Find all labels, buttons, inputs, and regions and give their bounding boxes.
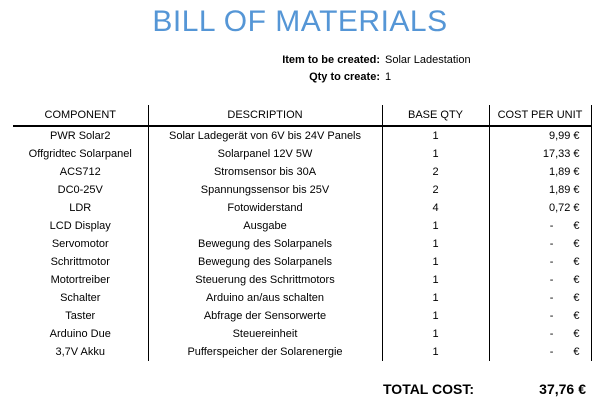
table-row [13, 325, 591, 343]
description-cell: Steuerung des Schrittmotors [148, 271, 382, 289]
total-cost-line [383, 381, 586, 397]
currency-symbol: € [573, 346, 580, 358]
description-cell: Stromsensor bis 30A [148, 163, 382, 181]
currency-symbol: € [573, 292, 580, 304]
currency-symbol: € [573, 148, 580, 160]
currency-symbol: € [573, 184, 580, 196]
cost-amount: - [549, 346, 554, 358]
description-cell: Solarpanel 12V 5W [148, 145, 382, 163]
qty-cell: 1 [382, 126, 489, 145]
component-cell: LCD Display [49, 220, 111, 232]
qty-cell: 1 [382, 217, 489, 235]
cost-per-unit-header: COST PER UNIT [489, 105, 591, 126]
cost-cell [489, 163, 591, 181]
cost-cell [489, 217, 591, 235]
cost-cell [489, 253, 591, 271]
cost-cell [489, 126, 591, 145]
cost-cell [489, 289, 591, 307]
table-row [13, 181, 591, 199]
table-row [13, 253, 591, 271]
cost-amount: - [549, 310, 554, 322]
cost-amount: - [549, 220, 554, 232]
currency-symbol: € [573, 220, 580, 232]
cost-amount: 9,99 [548, 130, 571, 142]
description-cell: Bewegung des Solarpanels [148, 235, 382, 253]
cost-amount: - [549, 256, 554, 268]
description-cell: Pufferspeicher der Solarenergie [148, 343, 382, 361]
cost-cell [489, 199, 591, 217]
bom-table [13, 105, 592, 361]
qty-cell: 1 [382, 325, 489, 343]
bom-table-body [13, 126, 591, 361]
description-cell: Ausgabe [148, 217, 382, 235]
component-cell: Taster [65, 310, 96, 322]
description-cell: Fotowiderstand [148, 199, 382, 217]
component-cell: Servomotor [51, 238, 109, 250]
currency-symbol: € [573, 274, 580, 286]
cost-amount: 1,89 [548, 184, 571, 196]
qty-cell: 1 [382, 307, 489, 325]
page-title: BILL OF MATERIALS [152, 5, 448, 38]
qty-cell: 1 [382, 289, 489, 307]
cost-amount: - [549, 238, 554, 250]
component-cell: ACS712 [59, 166, 101, 178]
currency-symbol: € [573, 166, 580, 178]
qty-cell: 2 [382, 181, 489, 199]
cost-cell [489, 235, 591, 253]
description-cell: Steuereinheit [148, 325, 382, 343]
table-row [13, 163, 591, 181]
currency-symbol: € [573, 238, 580, 250]
table-row [13, 271, 591, 289]
cost-amount: - [549, 328, 554, 340]
component-cell: 3,7V Akku [55, 346, 106, 358]
qty-cell: 1 [382, 271, 489, 289]
qty-to-create-value: 1 [385, 71, 392, 83]
qty-to-create-line [0, 69, 600, 86]
header-row [13, 105, 591, 126]
component-cell: Offgridtec Solarpanel [28, 148, 132, 160]
total-amount: 37,76 [539, 381, 575, 397]
description-cell: Abfrage der Sensorwerte [148, 307, 382, 325]
component-cell: Motortreiber [50, 274, 110, 286]
table-row [13, 289, 591, 307]
component-cell: Schrittmotor [50, 256, 110, 268]
currency-symbol: € [573, 202, 580, 214]
item-to-create-label: Item to be created: [282, 54, 380, 66]
qty-cell: 2 [382, 163, 489, 181]
table-row [13, 145, 591, 163]
cost-cell [489, 325, 591, 343]
component-cell: Schalter [60, 292, 101, 304]
currency-symbol: € [573, 310, 580, 322]
total-currency-symbol: € [578, 381, 586, 397]
cost-amount: 1,89 [548, 166, 571, 178]
currency-symbol: € [573, 256, 580, 268]
cost-amount: - [549, 292, 554, 304]
qty-cell: 1 [382, 343, 489, 361]
cost-cell [489, 307, 591, 325]
bom-table-header [13, 105, 591, 126]
cost-amount: - [549, 274, 554, 286]
component-header: COMPONENT [13, 105, 148, 126]
cost-cell [489, 343, 591, 361]
currency-symbol: € [573, 328, 580, 340]
cost-cell [489, 181, 591, 199]
qty-cell: 1 [382, 145, 489, 163]
description-cell: Arduino an/aus schalten [148, 289, 382, 307]
component-cell: Arduino Due [49, 328, 111, 340]
cost-amount: 17,33 [542, 148, 571, 160]
total-cost-label: TOTAL COST: [383, 381, 474, 397]
component-cell: LDR [69, 202, 92, 214]
description-cell: Bewegung des Solarpanels [148, 253, 382, 271]
component-cell: DC0-25V [57, 184, 103, 196]
base-qty-header: BASE QTY [382, 105, 489, 126]
description-cell: Spannungssensor bis 25V [148, 181, 382, 199]
table-row [13, 307, 591, 325]
qty-cell: 4 [382, 199, 489, 217]
cost-amount: 0,72 [548, 202, 571, 214]
table-row [13, 126, 591, 145]
description-cell: Solar Ladegerät von 6V bis 24V Panels [148, 126, 382, 145]
total-cost-value [539, 381, 586, 397]
cost-cell [489, 145, 591, 163]
table-row [13, 235, 591, 253]
table-row [13, 343, 591, 361]
qty-cell: 1 [382, 235, 489, 253]
item-to-create-line [0, 52, 600, 69]
description-header: DESCRIPTION [148, 105, 382, 126]
table-row [13, 199, 591, 217]
component-cell: PWR Solar2 [49, 130, 111, 142]
qty-cell: 1 [382, 253, 489, 271]
table-row [13, 217, 591, 235]
meta-block [0, 52, 600, 86]
cost-cell [489, 271, 591, 289]
qty-to-create-label: Qty to create: [309, 71, 380, 83]
item-to-create-value: Solar Ladestation [385, 54, 471, 66]
currency-symbol: € [573, 130, 580, 142]
